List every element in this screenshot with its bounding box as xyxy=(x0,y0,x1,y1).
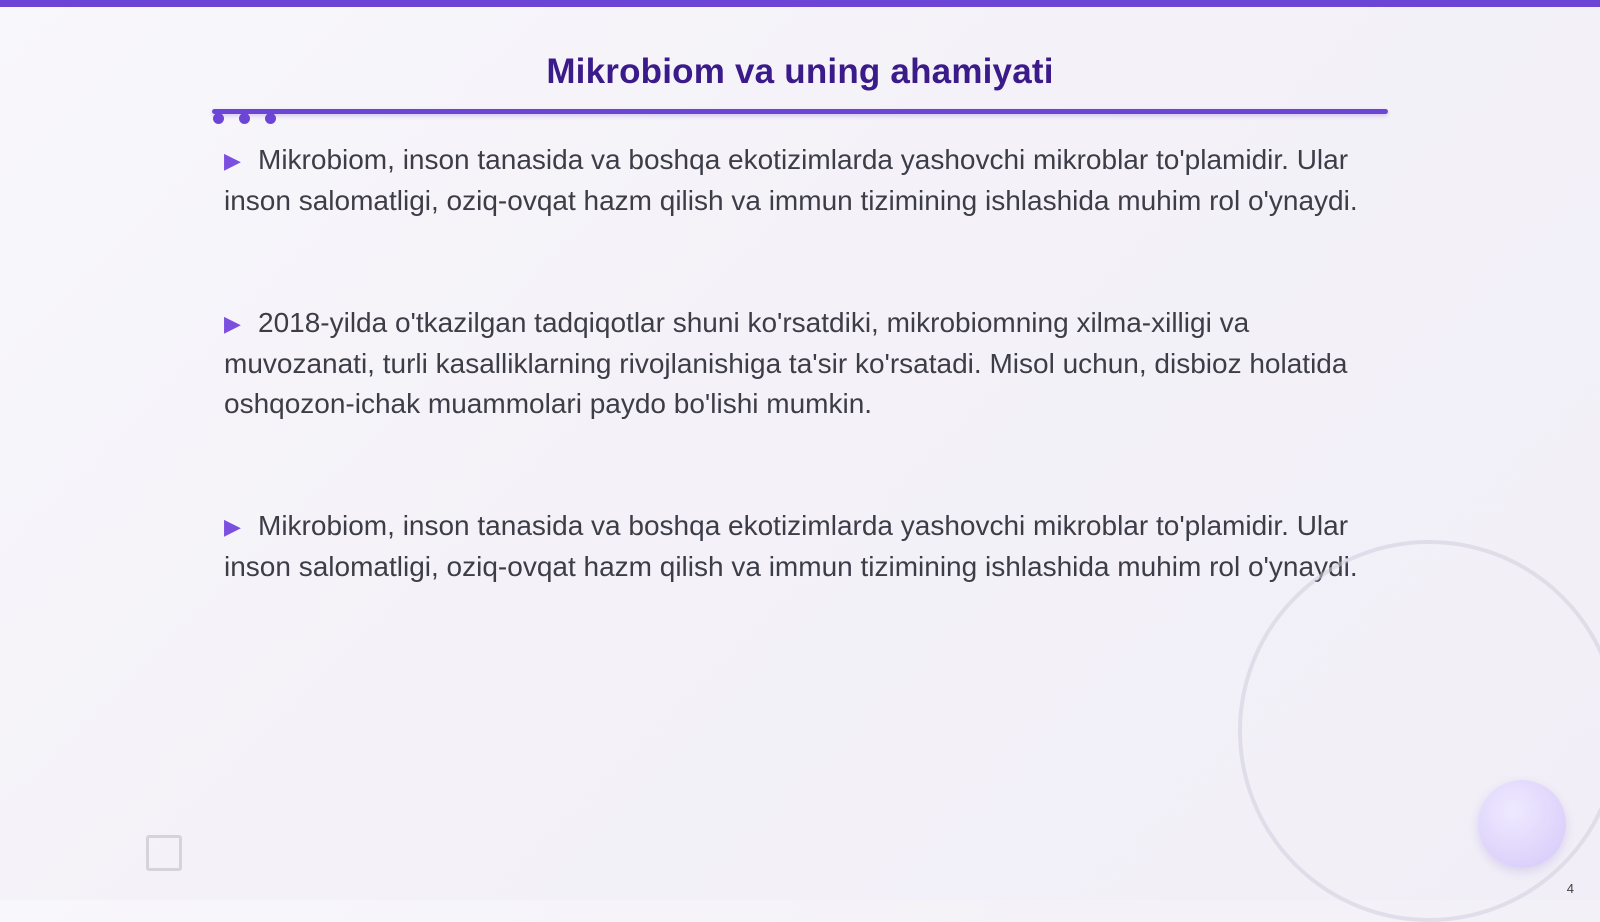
triangle-right-icon: ▶ xyxy=(224,311,241,336)
decorative-circle xyxy=(1478,780,1566,868)
top-accent-bar xyxy=(0,0,1600,7)
bullet-item xyxy=(224,506,1384,587)
bullet-text: 2018-yilda o'tkazilgan tadqiqotlar shuni ko'rsatdiki, mikrobiomning xilma-xilligi va muvozanati, turli kasalliklarning rivojlanishiga ta'sir ko'rsatadi. Misol uchun, disbioz holatida oshqozon-ichak muammolari paydo bo'lishi mumkin. xyxy=(224,307,1348,419)
slide-title: Mikrobiom va uning ahamiyati xyxy=(546,52,1054,91)
bullet-list xyxy=(224,140,1384,669)
bullet-item xyxy=(224,303,1384,424)
decorative-ring xyxy=(1238,540,1600,922)
page-number: 4 xyxy=(1566,881,1574,896)
decorative-dot xyxy=(213,113,224,124)
bullet-text: Mikrobiom, inson tanasida va boshqa ekotizimlarda yashovchi mikroblar to'plamidir. Ular inson salomatligi, oziq-ovqat hazm qilish va immun tizimining ishlashida muhim rol o'ynaydi. xyxy=(224,144,1358,216)
decorative-square xyxy=(146,835,182,871)
triangle-right-icon: ▶ xyxy=(224,514,241,539)
title-underline xyxy=(212,109,1388,114)
decorative-dot xyxy=(265,113,276,124)
bullet-text: Mikrobiom, inson tanasida va boshqa ekotizimlarda yashovchi mikroblar to'plamidir. Ular inson salomatligi, oziq-ovqat hazm qilish va immun tizimining ishlashida muhim rol o'ynaydi. xyxy=(224,510,1358,582)
decorative-dot xyxy=(239,113,250,124)
bullet-item xyxy=(224,140,1384,221)
triangle-right-icon: ▶ xyxy=(224,148,241,173)
